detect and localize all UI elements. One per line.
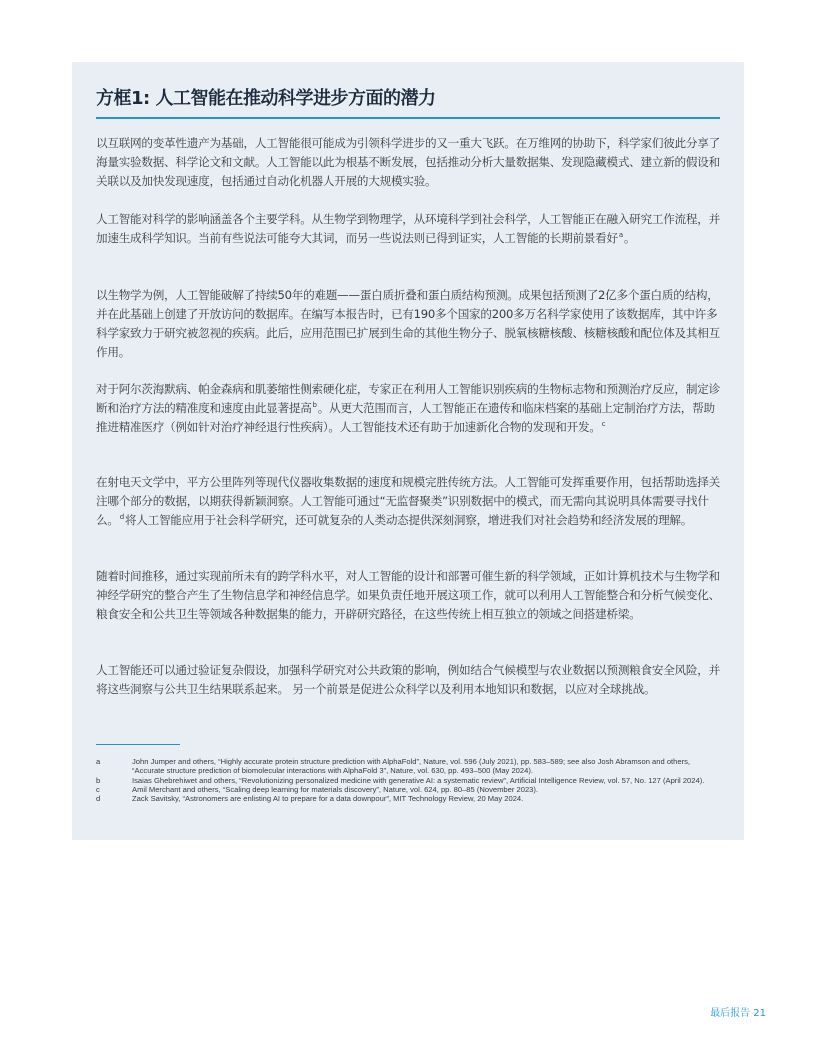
- paragraph-2-end: 。: [623, 231, 636, 245]
- footnote-item: [96, 785, 716, 794]
- footnote-ref-c[interactable]: c: [601, 420, 606, 429]
- paragraph-7: 人工智能还可以通过验证复杂假设，加强科学研究对公共政策的影响，例如结合气候模型与农业数据以预测粮食安全风险，并将这些洞察与公共卫生结果联系起来。 另一个前景是促进公众科学以及利用本地知识和数据，以应对全球挑战。: [96, 663, 720, 696]
- paragraph-2-text: 人工智能对科学的影响涵盖各个主要学科。从生物学到物理学，从环境科学到社会科学，人工智能正在融入研究工作流程，并加速生成科学知识。当前有些说法可能夸大其词，而另一些说法则已得到证实，人工智能的长期前景看好: [96, 212, 720, 245]
- footnote-ref-a[interactable]: a: [618, 231, 623, 240]
- footnote-letter: a: [96, 757, 101, 766]
- paragraph-1: 以互联网的变革性遗产为基础，人工智能很可能成为引领科学进步的又一重大飞跃。在万维网的协助下，科学家们彼此分享了海量实验数据、科学论文和文献。人工智能以此为根基不断发展，包括推动分析大量数据集、发现隐藏模式、建立新的假设和关联以及加快发现速度，包括通过自动化机器人开展的大规模实验。: [96, 136, 720, 188]
- footnote-list: [96, 757, 716, 803]
- footnote-ref-b[interactable]: b: [312, 401, 317, 410]
- footnote-item: [96, 794, 716, 803]
- title-divider: [96, 117, 720, 119]
- paragraph-4-text-1: 对于阿尔茨海默病、帕金森病和肌萎缩性侧索硬化症，专家正在利用人工智能识别疾病的生物标志物和预测治疗反应，制定诊断和治疗方法的精准度和速度由此显著提高: [96, 382, 720, 415]
- footnote-letter: d: [96, 794, 101, 804]
- paragraph-5-text-1: 在射电天文学中，平方公里阵列等现代仪器收集数据的速度和规模完胜传统方法。人工智能可发挥重要作用，包括帮助选择关注哪个部分的数据，以期获得新颖洞察。人工智能可通过“无监督聚类”识别数据中的模式，而无需向其说明具体需要寻找什么。: [96, 475, 720, 527]
- footnote-divider: [96, 744, 180, 745]
- page-number: 21: [753, 1008, 766, 1019]
- footnote-item: [96, 757, 716, 776]
- footer-section-label: 最后报告: [710, 1008, 751, 1019]
- footnote-ref-d[interactable]: d: [119, 513, 124, 522]
- page-footer: [710, 1004, 766, 1019]
- paragraph-2: [96, 210, 722, 248]
- paragraph-4-text-2: 。从更大范围而言，人工智能正在遗传和临床档案的基础上定制治疗方法，帮助推进精准医疗（例如针对治疗神经退行性疾病）。人工智能技术还有助于加速新化合物的发现和开发。: [96, 401, 715, 434]
- footnote-text: Amil Merchant and others, “Scaling deep learning for materials discovery”, Nature, vol. 624, pp. 80–85 (November 2023).: [132, 784, 539, 794]
- box-title: 方框1: 人工智能在推动科学进步方面的潜力: [96, 88, 436, 109]
- footnote-text: John Jumper and others, “Highly accurate protein structure prediction with AlphaFold”, Nature, vol. 596 (July 2021), pp. 583–589; see also Josh Abramson and others, “Accurate structure prediction of biomolecular interactions with AlphaFold 3”, Nature, vol. 630, pp. 493–500 (May 2024).: [132, 757, 691, 776]
- footnote-text: Isaias Ghebrehiwet and others, “Revolutionizing personalized medicine with generative AI: a systematic review”, Artificial Intelligence Review, vol. 57, No. 127 (April 2024).: [132, 775, 705, 785]
- paragraph-5: [96, 473, 722, 530]
- paragraph-6: 随着时间推移，通过实现前所未有的跨学科水平，对人工智能的设计和部署可催生新的科学领域，正如计算机技术与生物学和神经学研究的整合产生了生物信息学和神经信息学。如果负责任地开展这项工作，就可以利用人工智能整合和分析气候变化、粮食安全和公共卫生等领域各种数据集的能力，开辟研究路径，在这些传统上相互独立的领域之间搭建桥梁。: [96, 569, 720, 621]
- footnote-letter: c: [96, 784, 100, 794]
- paragraph-3: 以生物学为例，人工智能破解了持续50年的难题——蛋白质折叠和蛋白质结构预测。成果包括预测了2亿多个蛋白质的结构，并在此基础上创建了开放访问的数据库。在编写本报告时，已有190多个国家的200多万名科学家使用了该数据库，其中许多科学家致力于研究被忽视的疾病。此后，应用范围已扩展到生命的其他生物分子、脱氧核糖核酸、核糖核酸和配位体及其相互作用。: [96, 288, 720, 359]
- footnote-letter: b: [96, 775, 101, 785]
- text-box: [72, 62, 744, 840]
- paragraph-4: [96, 380, 722, 437]
- footnote-text: Zack Savitsky, “Astronomers are enlisting AI to prepare for a data downpour”, MIT Technology Review, 20 May 2024.: [132, 794, 524, 804]
- footnote-item: [96, 776, 716, 785]
- paragraph-5-text-2: 将人工智能应用于社会科学研究，还可就复杂的人类动态提供深刻洞察，增进我们对社会趋势和经济发展的理解。: [124, 513, 693, 527]
